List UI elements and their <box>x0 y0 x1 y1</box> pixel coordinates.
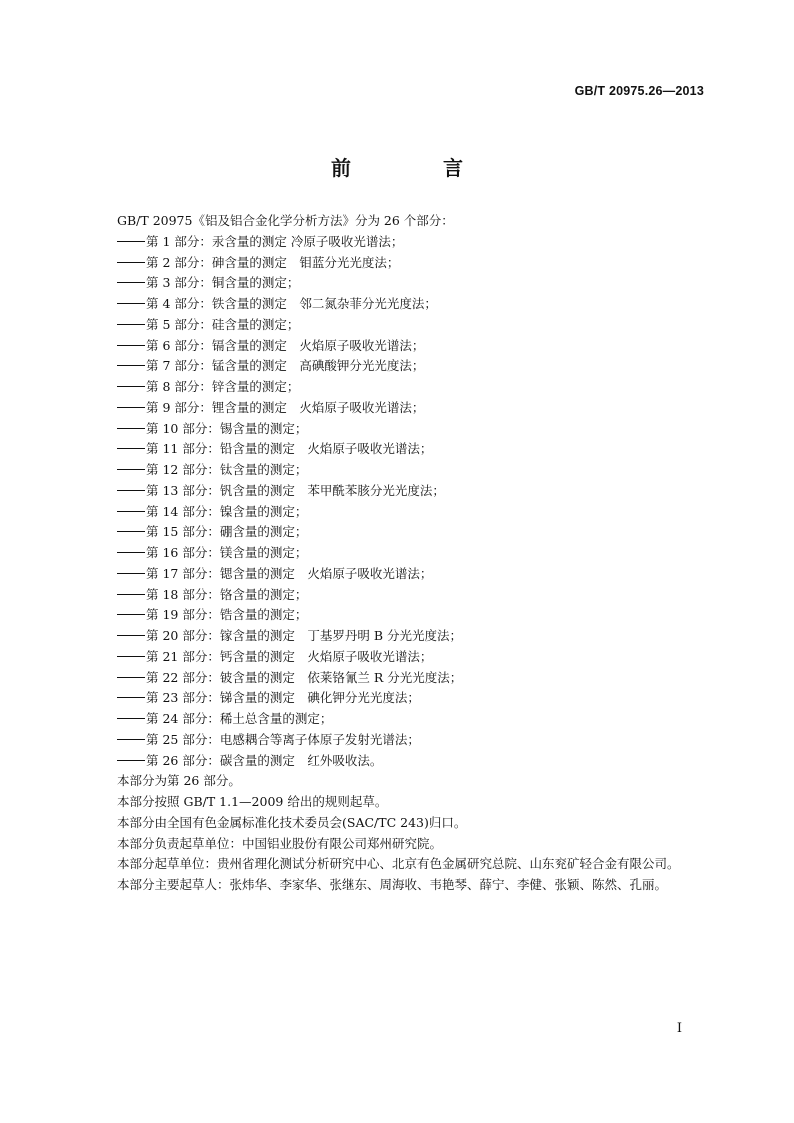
em-dash-mark <box>117 386 145 387</box>
page-title: 前 言 <box>331 156 499 180</box>
list-item <box>89 626 709 647</box>
em-dash-mark <box>117 345 145 346</box>
part-text: 第 24 部分：稀土总含量的测定； <box>146 711 333 726</box>
part-text: 第 21 部分：钙含量的测定 火焰原子吸收光谱法； <box>146 648 433 664</box>
paragraph: 本部分由全国有色金属标准化技术委员会(SAC/TC 243)归口。 <box>117 814 467 830</box>
paragraph-list <box>89 771 709 896</box>
part-text: 第 7 部分：锰含量的测定 高碘酸钾分光光度法； <box>146 358 425 374</box>
foreword-body <box>89 211 709 896</box>
intro-line: GB/T 20975《铝及铝合金化学分析方法》分为 26 个部分： <box>117 213 454 228</box>
em-dash-mark <box>117 303 145 304</box>
list-item <box>89 253 709 274</box>
paragraph: 本部分起草单位：贵州省理化测试分析研究中心、北京有色金属研究总院、山东兖矿轻合金有限公司。 <box>117 856 680 872</box>
paragraph: 本部分为第 26 部分。 <box>117 773 241 789</box>
em-dash-mark <box>117 697 145 698</box>
part-text: 第 14 部分：镍含量的测定； <box>146 503 308 519</box>
em-dash-mark <box>117 635 145 636</box>
em-dash-mark <box>117 718 145 719</box>
list-item <box>89 273 709 294</box>
list-item <box>89 419 709 440</box>
part-text: 第 20 部分：镓含量的测定 丁基罗丹明 B 分光光度法； <box>146 628 462 643</box>
part-text: 第 13 部分：钒含量的测定 苯甲酰苯胲分光光度法； <box>146 482 445 498</box>
page-number: I <box>676 1021 682 1036</box>
part-text: 第 26 部分：碳含量的测定 红外吸收法。 <box>146 752 383 768</box>
list-item <box>89 294 709 315</box>
em-dash-mark <box>117 511 145 512</box>
part-text: 第 17 部分：锶含量的测定 火焰原子吸收光谱法； <box>146 565 433 581</box>
part-text: 第 5 部分：硅含量的测定； <box>146 316 300 332</box>
list-item <box>89 356 709 377</box>
paragraph: 本部分主要起草人：张炜华、李家华、张继东、周海收、韦艳琴、薛宁、李健、张颖、陈然、孔丽。 <box>117 877 668 892</box>
em-dash-mark <box>117 324 145 325</box>
em-dash-mark <box>117 552 145 553</box>
part-text: 第 8 部分：锌含量的测定； <box>146 379 300 394</box>
part-text: 第 18 部分：铬含量的测定； <box>146 586 308 602</box>
paragraph: 本部分负责起草单位：中国铝业股份有限公司郑州研究院。 <box>117 835 443 851</box>
list-item <box>89 522 709 543</box>
list-item <box>89 709 709 730</box>
list-item <box>89 439 709 460</box>
part-text: 第 1 部分：汞含量的测定 冷原子吸收光谱法； <box>146 233 404 249</box>
part-text: 第 4 部分：铁含量的测定 邻二氮杂菲分光光度法； <box>146 296 437 311</box>
em-dash-mark <box>117 760 145 761</box>
em-dash-mark <box>117 469 145 470</box>
list-item <box>89 398 709 419</box>
em-dash-mark <box>117 365 145 366</box>
em-dash-mark <box>117 407 145 408</box>
em-dash-mark <box>117 677 145 678</box>
em-dash-mark <box>117 656 145 657</box>
em-dash-mark <box>117 448 145 449</box>
list-item <box>89 377 709 398</box>
list-item <box>89 688 709 709</box>
part-text: 第 25 部分：电感耦合等离子体原子发射光谱法； <box>146 731 420 747</box>
list-item <box>89 481 709 502</box>
parts-list <box>89 232 709 772</box>
em-dash-mark <box>117 739 145 740</box>
list-item <box>89 564 709 585</box>
list-item <box>89 668 709 689</box>
part-text: 第 6 部分：镉含量的测定 火焰原子吸收光谱法； <box>146 337 425 353</box>
em-dash-mark <box>117 262 145 263</box>
em-dash-mark <box>117 241 145 242</box>
list-item <box>89 336 709 357</box>
part-text: 第 22 部分：铍含量的测定 依莱铬氰兰 R 分光光度法； <box>146 669 463 685</box>
paragraph: 本部分按照 GB/T 1.1—2009 给出的规则起草。 <box>117 794 388 809</box>
part-text: 第 16 部分：镁含量的测定； <box>146 545 308 560</box>
part-text: 第 15 部分：硼含量的测定； <box>146 524 308 540</box>
part-text: 第 2 部分：砷含量的测定 钼蓝分光光度法； <box>146 254 400 270</box>
list-item <box>89 315 709 336</box>
em-dash-mark <box>117 594 145 595</box>
list-item <box>89 502 709 523</box>
list-item <box>89 605 709 626</box>
em-dash-mark <box>117 428 145 429</box>
list-item <box>89 647 709 668</box>
list-item <box>89 585 709 606</box>
part-text: 第 10 部分：锡含量的测定； <box>146 420 308 436</box>
em-dash-mark <box>117 490 145 491</box>
em-dash-mark <box>117 531 145 532</box>
part-text: 第 12 部分：钛含量的测定； <box>146 462 308 477</box>
em-dash-mark <box>117 573 145 574</box>
list-item <box>89 730 709 751</box>
part-text: 第 19 部分：锆含量的测定； <box>146 607 308 623</box>
part-text: 第 23 部分：锑含量的测定 碘化钾分光光度法； <box>146 690 420 706</box>
standard-code: GB/T 20975.26—2013 <box>574 84 704 98</box>
part-text: 第 9 部分：锂含量的测定 火焰原子吸收光谱法； <box>146 399 425 415</box>
part-text: 第 3 部分：铜含量的测定； <box>146 275 300 291</box>
list-item <box>89 543 709 564</box>
list-item <box>89 232 709 253</box>
part-text: 第 11 部分：铅含量的测定 火焰原子吸收光谱法； <box>146 441 433 457</box>
list-item <box>89 460 709 481</box>
em-dash-mark <box>117 282 145 283</box>
em-dash-mark <box>117 614 145 615</box>
list-item <box>89 751 709 772</box>
